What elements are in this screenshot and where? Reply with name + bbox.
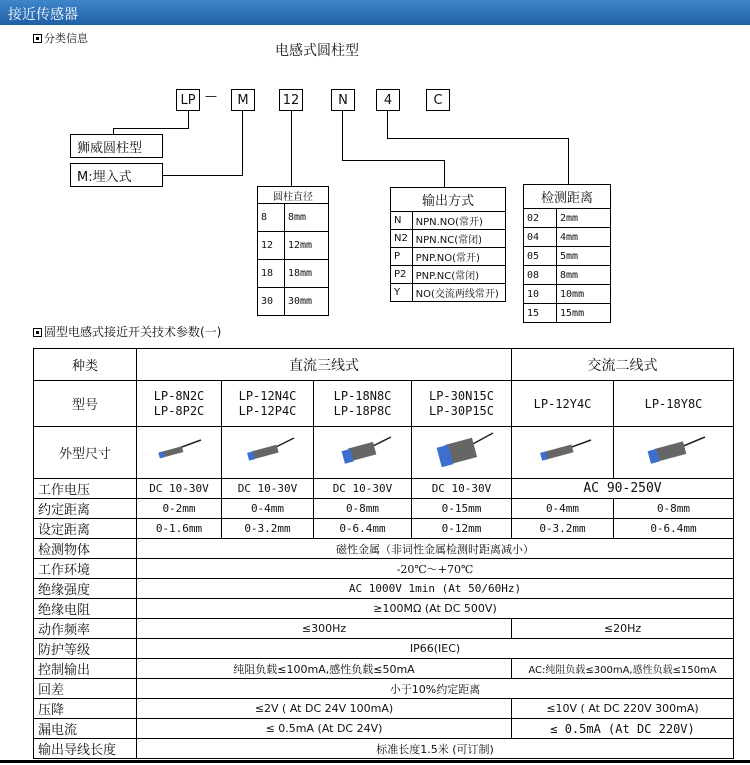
connector-line — [342, 160, 445, 161]
distance-cell: 0-4mm — [222, 499, 314, 519]
distance-table — [523, 184, 611, 323]
frequency-dc: ≤300Hz — [137, 619, 512, 639]
connector-line — [568, 138, 569, 184]
leakage-dc: ≤ 0.5mA (At DC 24V) — [137, 719, 512, 739]
distance-code: 08 — [524, 266, 557, 285]
sensor-image — [137, 427, 222, 479]
distance-value: 8mm — [557, 266, 611, 285]
code-dash: — — [205, 89, 217, 103]
sensor-image — [412, 427, 512, 479]
code-box-4: 4 — [376, 89, 400, 111]
diameter-title: 圆柱直径 — [258, 187, 329, 204]
frequency-label: 动作频率 — [34, 619, 137, 639]
code-box-n: N — [331, 89, 355, 111]
model-cell: LP-12N4C LP-12P4C — [222, 381, 314, 427]
section-label: 圆型电感式接近开关技术参数(一) — [44, 325, 222, 339]
output-table — [390, 187, 506, 302]
distance-cell: 0-8mm — [314, 499, 412, 519]
section-label: 分类信息 — [44, 32, 88, 45]
diameter-code: 18 — [258, 260, 285, 288]
header-bar — [0, 0, 750, 25]
type-label: 种类 — [34, 349, 137, 381]
distance-code: 10 — [524, 285, 557, 304]
model-cell: LP-8N2C LP-8P2C — [137, 381, 222, 427]
set-distance-cell: 0-3.2mm — [512, 519, 614, 539]
output-code: Y — [391, 284, 413, 302]
diameter-value: 30mm — [284, 288, 328, 316]
cable-label: 输出导线长度 — [34, 739, 137, 759]
model-cell: LP-18Y8C — [614, 381, 734, 427]
hysteresis-value: 小于10%约定距离 — [137, 679, 734, 699]
diameter-code: 12 — [258, 232, 285, 260]
square-bullet-icon — [33, 328, 42, 337]
connector-line — [242, 111, 243, 175]
section-spec — [33, 323, 221, 340]
code-box-c: C — [426, 89, 450, 111]
distance-code: 04 — [524, 228, 557, 247]
connector-line — [162, 175, 243, 176]
connector-line — [188, 111, 189, 128]
connector-line — [342, 111, 343, 160]
distance-cell: 0-15mm — [412, 499, 512, 519]
output-code: N — [391, 212, 413, 230]
output-code: P — [391, 248, 413, 266]
output-value: NPN.NO(常开) — [412, 212, 505, 230]
output-code: P2 — [391, 266, 413, 284]
diameter-code: 30 — [258, 288, 285, 316]
set-distance-cell: 0-1.6mm — [137, 519, 222, 539]
control-label: 控制输出 — [34, 659, 137, 679]
voltage-cell: DC 10-30V — [222, 479, 314, 499]
diagram-title: 电感式圆柱型 — [275, 43, 359, 59]
leakage-ac: ≤ 0.5mA (At DC 220V) — [512, 719, 734, 739]
appearance-label: 外型尺寸 — [34, 427, 137, 479]
sensor-image — [222, 427, 314, 479]
mount-label-box: M:埋入式 — [70, 163, 163, 187]
distance-value: 10mm — [557, 285, 611, 304]
sensor-image — [314, 427, 412, 479]
spec-table — [33, 348, 734, 759]
object-label: 检测物体 — [34, 539, 137, 559]
code-box-m: M — [231, 89, 255, 111]
connector-line — [113, 128, 189, 129]
model-cell: LP-30N15C LP-30P15C — [412, 381, 512, 427]
distance-value: 15mm — [557, 304, 611, 323]
diameter-code: 8 — [258, 204, 285, 232]
set-distance-cell: 0-12mm — [412, 519, 512, 539]
environment-label: 工作环境 — [34, 559, 137, 579]
square-bullet-icon — [33, 34, 42, 43]
distance-code: 02 — [524, 209, 557, 228]
model-label: 型号 — [34, 381, 137, 427]
series-label-box: 狮威圆柱型 — [70, 134, 163, 158]
environment-value: -20℃～+70℃ — [137, 559, 734, 579]
protection-value: IP66(IEC) — [137, 639, 734, 659]
cable-value: 标准长度1.5米 (可订制) — [137, 739, 734, 759]
voltage-label: 工作电压 — [34, 479, 137, 499]
protection-label: 防护等级 — [34, 639, 137, 659]
distance-code: 15 — [524, 304, 557, 323]
insulation-resistance-value: ≥100MΩ (At DC 500V) — [137, 599, 734, 619]
insulation-strength-value: AC 1000V 1min (At 50/60Hz) — [137, 579, 734, 599]
connector-line — [387, 111, 388, 138]
sensor-image — [614, 427, 734, 479]
distance-value: 2mm — [557, 209, 611, 228]
diameter-value: 12mm — [284, 232, 328, 260]
distance-code: 05 — [524, 247, 557, 266]
diameter-value: 18mm — [284, 260, 328, 288]
output-value: NPN.NC(常闭) — [412, 230, 505, 248]
output-value: PNP.NC(常闭) — [412, 266, 505, 284]
page-title: 接近传感器 — [8, 7, 78, 23]
object-value: 磁性金属（非词性金属检测时距离减小） — [137, 539, 734, 559]
distance-cell: 0-2mm — [137, 499, 222, 519]
control-dc: 纯阻负载≤100mA,感性负载≤50mA — [137, 659, 512, 679]
hysteresis-label: 回差 — [34, 679, 137, 699]
insulation-resistance-label: 绝缘电阻 — [34, 599, 137, 619]
ac-voltage-cell: AC 90-250V — [512, 479, 734, 499]
voltage-cell: DC 10-30V — [314, 479, 412, 499]
frequency-ac: ≤20Hz — [512, 619, 734, 639]
distance-title: 检测距离 — [524, 185, 611, 209]
footer-divider — [0, 760, 750, 763]
section-classification — [33, 30, 88, 46]
set-distance-cell: 0-6.4mm — [614, 519, 734, 539]
set-distance-cell: 0-6.4mm — [314, 519, 412, 539]
output-value: PNP.NO(常开) — [412, 248, 505, 266]
model-cell: LP-18N8C LP-18P8C — [314, 381, 412, 427]
set-distance-label: 设定距离 — [34, 519, 137, 539]
output-value: NO(交流两线常开) — [412, 284, 505, 302]
distance-label: 约定距离 — [34, 499, 137, 519]
distance-cell: 0-8mm — [614, 499, 734, 519]
output-code: N2 — [391, 230, 413, 248]
diameter-value: 8mm — [284, 204, 328, 232]
distance-cell: 0-4mm — [512, 499, 614, 519]
diameter-table — [257, 186, 329, 316]
set-distance-cell: 0-3.2mm — [222, 519, 314, 539]
control-ac: AC:纯阻负载≤300mA,感性负载≤150mA — [512, 659, 734, 679]
voltage-drop-dc: ≤2V ( At DC 24V 100mA) — [137, 699, 512, 719]
dc-label: 直流三线式 — [137, 349, 512, 381]
voltage-drop-ac: ≤10V ( At DC 220V 300mA) — [512, 699, 734, 719]
voltage-drop-label: 压降 — [34, 699, 137, 719]
model-cell: LP-12Y4C — [512, 381, 614, 427]
code-box-12: 12 — [279, 89, 303, 111]
code-box-lp: LP — [176, 89, 200, 111]
ac-label: 交流二线式 — [512, 349, 734, 381]
connector-line — [444, 160, 445, 187]
sensor-image — [512, 427, 614, 479]
connector-line — [291, 111, 292, 186]
insulation-strength-label: 绝缘强度 — [34, 579, 137, 599]
output-title: 输出方式 — [391, 188, 506, 212]
voltage-cell: DC 10-30V — [412, 479, 512, 499]
distance-value: 4mm — [557, 228, 611, 247]
leakage-label: 漏电流 — [34, 719, 137, 739]
connector-line — [387, 138, 569, 139]
voltage-cell: DC 10-30V — [137, 479, 222, 499]
distance-value: 5mm — [557, 247, 611, 266]
